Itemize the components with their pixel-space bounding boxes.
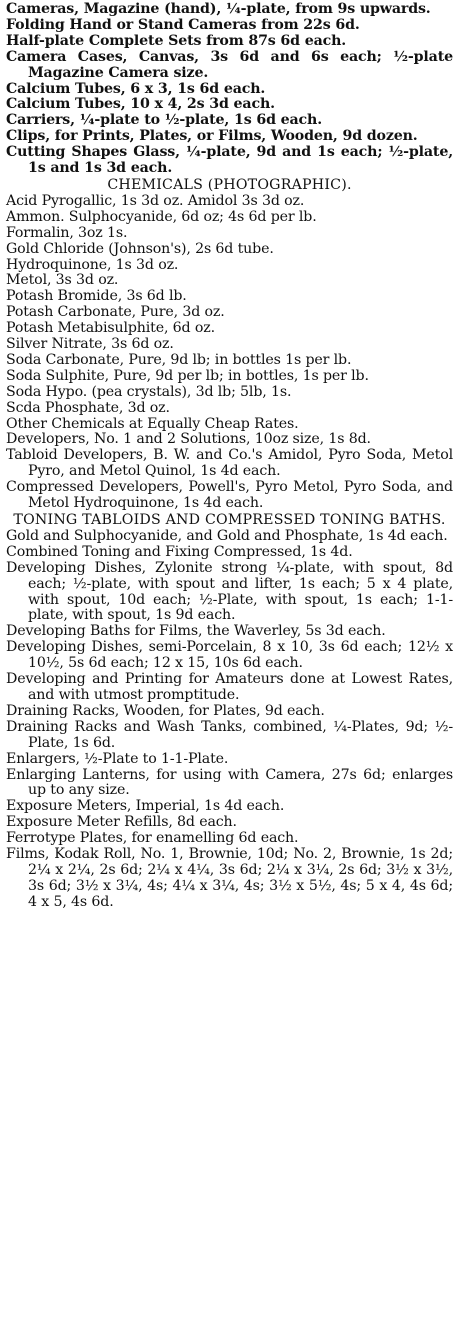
list-item: Carriers, ¼-plate to ½-plate, 1s 6d each. xyxy=(6,112,322,129)
list-item: Developing Dishes, Zylonite strong ¼-plate, with spout, 8d each; ½-plate, with spout and lifter, 1s each; 5 x 4 plate, with spout, 10d each; ½-Plate, with spout, 1s each; 1-1-plate, with spout, 1s 9d each. xyxy=(6,559,453,624)
list-item: Gold Chloride (Johnson's), 2s 6d tube. xyxy=(6,240,274,257)
list-item: Developing Dishes, semi-Porcelain, 8 x 10, 3s 6d each; 12½ x 10½, 5s 6d each; 12 x 15, 10s 6d each. xyxy=(6,639,453,672)
list-item: Metol, 3s 3d oz. xyxy=(6,272,119,289)
list-item: Acid Pyrogallic, 1s 3d oz. Amidol 3s 3d oz. xyxy=(6,192,305,209)
list-item: Developers, No. 1 and 2 Solutions, 10oz size, 1s 8d. xyxy=(6,431,371,448)
list-item: Compressed Developers, Powell's, Pyro Metol, Pyro Soda, and Metol Hydroquinone, 1s 4d each. xyxy=(6,479,453,512)
list-item: Cameras, Magazine (hand), ¼-plate, from 9s upwards. xyxy=(6,1,431,17)
list-item: Clips, for Prints, Plates, or Films, Wooden, 9d dozen. xyxy=(6,128,418,145)
list-item: Soda Hypo. (pea crystals), 3d lb; 5lb, 1s. xyxy=(6,383,292,400)
list-item: Potash Carbonate, Pure, 3d oz. xyxy=(6,304,225,321)
section-toning-developing xyxy=(6,529,453,911)
list-item: Combined Toning and Fixing Compressed, 1s 4d. xyxy=(6,543,353,560)
list-item: Tabloid Developers, B. W. and Co.'s Amidol, Pyro Soda, Metol Pyro, and Metol Quinol, 1s 4d each. xyxy=(6,447,453,480)
list-item: Enlargers, ½-Plate to 1-1-Plate. xyxy=(6,750,229,767)
list-item: Formalin, 3oz 1s. xyxy=(6,224,128,241)
section-heading-toning: TONING TABLOIDS AND COMPRESSED TONING BATHS. xyxy=(13,512,446,528)
list-item: Half-plate Complete Sets from 87s 6d each. xyxy=(6,32,347,49)
list-item: Films, Kodak Roll, No. 1, Brownie, 10d; No. 2, Brownie, 1s 2d; 2¼ x 2¼, 2s 6d; 2¼ x 4¼, 3s 6d; 2¼ x 3¼, 2s 6d; 3½ x 3½, 3s 6d; 3½ x 3¼, 4s; 4¼ x 3¼, 4s; 3½ x 5½, 4s; 5 x 4, 4s 6d; 4 x 5, 4s 6d. xyxy=(6,846,453,910)
list-item: Folding Hand or Stand Cameras from 22s 6d. xyxy=(6,16,360,33)
list-item: Soda Sulphite, Pure, 9d per lb; in bottles, 1s per lb. xyxy=(6,367,369,384)
list-item: Scda Phosphate, 3d oz. xyxy=(6,399,170,416)
section-chemicals xyxy=(6,194,453,512)
list-item: Ammon. Sulphocyanide, 6d oz; 4s 6d per lb. xyxy=(6,208,317,225)
list-item: Other Chemicals at Equally Cheap Rates. xyxy=(6,415,299,432)
list-item: Draining Racks and Wash Tanks, combined, ¼-Plates, 9d; ½-Plate, 1s 6d. xyxy=(6,718,453,751)
list-item: Silver Nitrate, 3s 6d oz. xyxy=(6,336,174,353)
list-item: Cutting Shapes Glass, ¼-plate, 9d and 1s each; ½-plate, 1s and 1s 3d each. xyxy=(6,144,453,177)
list-item: Soda Carbonate, Pure, 9d lb; in bottles 1s per lb. xyxy=(6,351,352,368)
list-item: Developing Baths for Films, the Waverley, 5s 3d each. xyxy=(6,623,386,640)
list-item: Enlarging Lanterns, for using with Camera, 27s 6d; enlarges up to any size. xyxy=(6,766,453,799)
list-item: Potash Bromide, 3s 6d lb. xyxy=(6,288,187,305)
list-item: Potash Metabisulphite, 6d oz. xyxy=(6,320,215,337)
list-item: Camera Cases, Canvas, 3s 6d and 6s each; ½-plate Magazine Camera size. xyxy=(6,48,453,81)
list-item: Draining Racks, Wooden, for Plates, 9d each. xyxy=(6,702,325,719)
list-item: Calcium Tubes, 6 x 3, 1s 6d each. xyxy=(6,80,266,97)
list-item: Calcium Tubes, 10 x 4, 2s 3d each. xyxy=(6,96,275,113)
list-item: Hydroquinone, 1s 3d oz. xyxy=(6,256,179,273)
list-item: Gold and Sulphocyanide, and Gold and Phosphate, 1s 4d each. xyxy=(6,527,448,544)
list-item: Exposure Meter Refills, 8d each. xyxy=(6,814,237,831)
list-item: Developing and Printing for Amateurs done at Lowest Rates, and with utmost promptitude. xyxy=(6,671,453,703)
list-item: Ferrotype Plates, for enamelling 6d each. xyxy=(6,830,299,847)
list-item: Exposure Meters, Imperial, 1s 4d each. xyxy=(6,798,285,815)
section-cameras-accessories xyxy=(6,2,453,177)
section-heading-chemicals: CHEMICALS (PHOTOGRAPHIC). xyxy=(107,176,352,193)
